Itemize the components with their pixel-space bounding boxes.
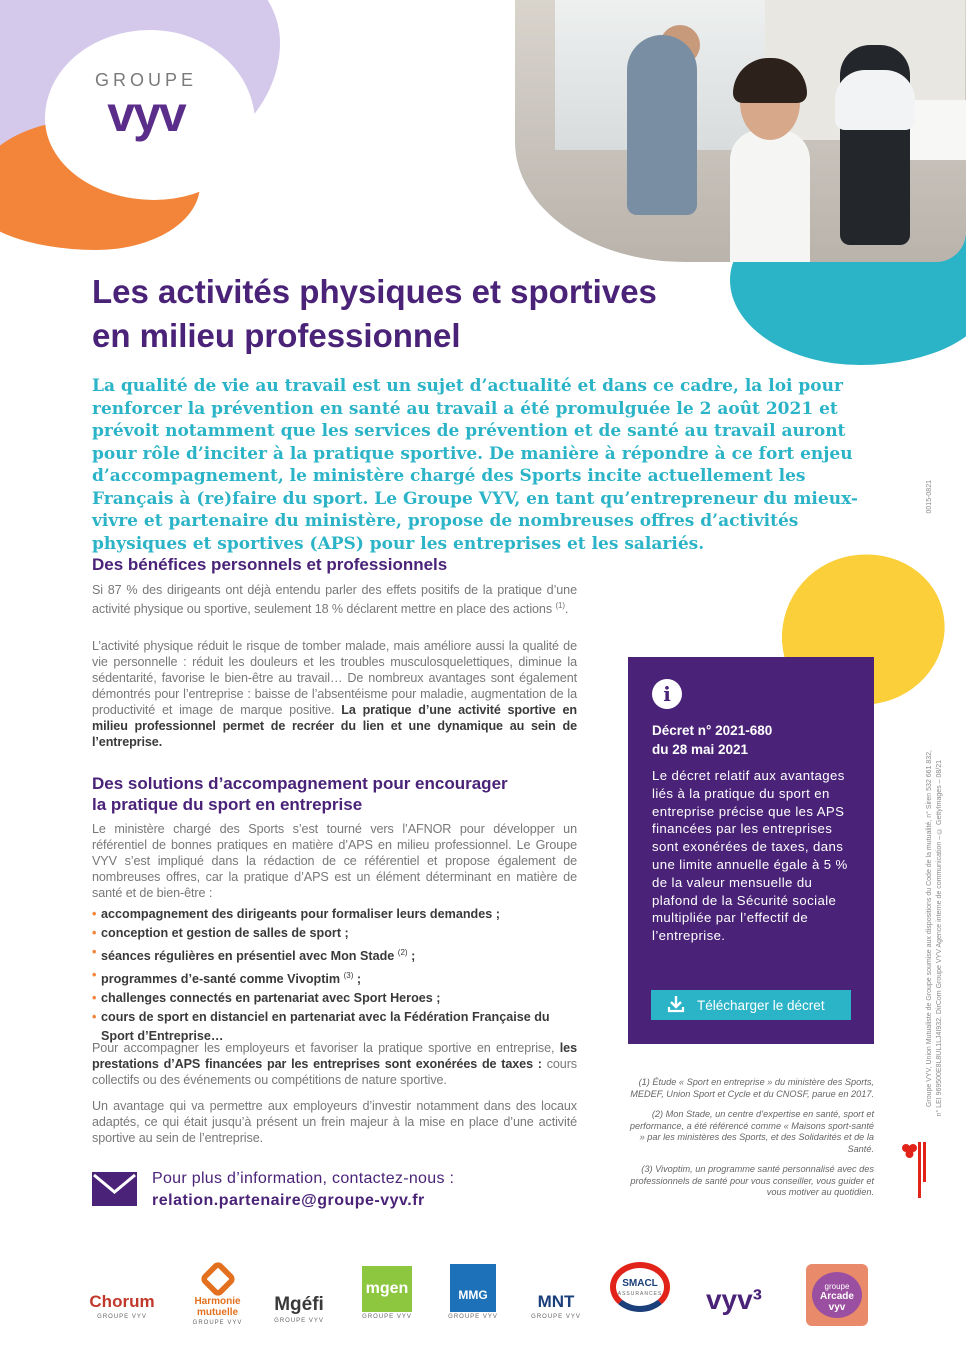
smacl-icon: SMACL ASSURANCES bbox=[610, 1262, 670, 1312]
brand-logo-smacl bbox=[606, 1262, 674, 1334]
section-heading-solutions: Des solutions d’accompagnement pour encourager la pratique du sport en entreprise bbox=[92, 774, 508, 814]
legal-mention: Groupe VYV, Union Mutualiste de Groupe soumise aux dispositions du Code de la mutualité, n° Siren 532 661 832, bbox=[926, 750, 933, 1108]
hero-photo-office-stretching bbox=[515, 0, 966, 262]
offers-list bbox=[92, 905, 577, 1046]
brand-logo-chorum: Chorum GROUPE VYV bbox=[89, 1292, 155, 1320]
logo-vyv-text: vyv bbox=[107, 86, 185, 142]
download-icon bbox=[667, 995, 685, 1016]
title-line-1: Les activités physiques et sportives bbox=[92, 273, 657, 310]
brand-logo-mgen: mgen GROUPE VYV bbox=[357, 1262, 417, 1334]
solutions-paragraph: Le ministère chargé des Sports s’est tourné vers l’AFNOR pour développer un référentiel de bonnes pratiques en matière d’APS en milieu professionnel. Le Groupe VYV s’est impliqué dans la rédaction de ce référentiel et propose également de nombreuses offres, car la pratique d’APS est un élément déterminant en matière de santé et de bien-être : bbox=[92, 822, 577, 900]
list-item: • accompagnement des dirigeants pour formaliser leurs demandes ; bbox=[92, 905, 577, 924]
decree-info-box bbox=[628, 657, 874, 1044]
brand-logo-harmonie: Harmonie mutuelle GROUPE VYV bbox=[180, 1262, 255, 1334]
legal-mention-2: n° LEI 969500E8L8UL1LJ4I932. DirCom Groupe VYV Agence interne de communication – © GettyImages – 08/21 bbox=[936, 760, 943, 1117]
contact-label: Pour plus d’information, contactez-nous : bbox=[152, 1170, 455, 1187]
contact-email-link[interactable]: relation.partenaire@groupe-vyv.fr bbox=[152, 1192, 425, 1209]
logo-groupe-text: GROUPE bbox=[94, 70, 197, 90]
info-icon: i bbox=[652, 679, 682, 709]
brand-logo-arcade: groupe Arcade vyv bbox=[797, 1262, 877, 1334]
benefits-paragraph-1: Si 87 % des dirigeants ont déjà entendu parler des effets positifs de la pratique d’une activité physique ou sportive, seulement 18 % déclarent mettre en place des actions $^{(1)}$. bbox=[92, 583, 577, 617]
download-button-label: Télécharger le décret bbox=[697, 997, 825, 1013]
decree-description: Le décret relatif aux avantages liés à la pratique du sport en entreprise précise que les APS financées par les entreprises sont exonérées de taxes, dans une limite annuelle égale à 5 % de la valeur mensuelle du plafond de la Sécurité sociale multipliée par l’effectif de l’entreprise. bbox=[652, 768, 848, 944]
page-title bbox=[92, 270, 732, 358]
brand-logo-mmg: MMG GROUPE VYV bbox=[445, 1262, 501, 1334]
contact-block bbox=[152, 1168, 454, 1212]
download-decree-button[interactable] bbox=[651, 990, 851, 1020]
brand-logo-mgefi: Mgéfi GROUPE VYV bbox=[274, 1294, 324, 1324]
groupe-vyv-logo bbox=[86, 70, 206, 142]
title-line-2: en milieu professionnel bbox=[92, 317, 461, 354]
footnote: (3) Vivoptim, un programme santé personnalisé avec des professionnels de santé pour vous conseiller, vous guider et vous motiver au quotidien. bbox=[630, 1164, 874, 1197]
harmonie-icon bbox=[198, 1260, 236, 1298]
brand-logos-row bbox=[82, 1262, 882, 1342]
list-item: • programmes d’e-santé comme Vivoptim $^{(3)}$ ; bbox=[92, 966, 577, 989]
exemption-paragraph: Pour accompagner les employeurs et favoriser la pratique sportive en entreprise, les prestations d’APS financées par les entreprises sont exonérées de taxes : cours collectifs ou des événements ou compétitions de nature sportive. bbox=[92, 1041, 577, 1087]
brand-logo-mnt: MNT GROUPE VYV bbox=[531, 1292, 581, 1320]
document-code: 0015-0821 bbox=[926, 480, 933, 514]
list-item: • cours de sport en distanciel en partenariat avec la Fédération Française du Sport d’Entreprise… bbox=[92, 1008, 577, 1046]
advantage-paragraph: Un avantage qui va permettre aux employeurs d’investir notamment dans des locaux adaptés, ce qui était jusqu’à présent un frein majeur à la mise en place d’une activité sportive au sein de l’entreprise. bbox=[92, 1099, 577, 1145]
footnotes bbox=[628, 1077, 874, 1208]
mutualite-francaise-logo bbox=[898, 1140, 928, 1202]
envelope-icon bbox=[92, 1172, 137, 1206]
footnote: (1) Étude « Sport en entreprise » du ministère des Sports, MEDEF, Union Sport et Cycle et du CNOSF, parue en 2017. bbox=[630, 1077, 874, 1099]
brand-logo-vyv3: vyv³ bbox=[705, 1284, 763, 1315]
list-item: • conception et gestion de salles de sport ; bbox=[92, 924, 577, 943]
benefits-paragraph-2: L’activité physique réduit le risque de tomber malade, mais améliore aussi la qualité de vie personnelle : réduit les douleurs et les troubles musculosquelettiques, diminue la sédentarité, favorise le bien-être au travail… De nombreux avantages sont également démontrés pour l’entreprise : baisse de l’absentéisme pour maladie, augmentation de la productivité et image de marque positive. La pratique d’une activité sportive en milieu professionnel permet de recréer du lien et une dynamique au sein de l’entreprise. bbox=[92, 639, 577, 749]
decree-title: Décret n° 2021-680 du 28 mai 2021 bbox=[652, 723, 773, 757]
list-item: • challenges connectés en partenariat avec Sport Heroes ; bbox=[92, 989, 577, 1008]
intro-paragraph: La qualité de vie au travail est un sujet d’actualité et dans ce cadre, la loi pour renforcer la prévention en santé au travail a été promulguée le 2 août 2021 et prévoit notamment que les services de prévention et de santé au travail auront pour rôle d’inciter à la pratique sportive. De manière à répondre à ce fort enjeu d’accompagnement, le ministère chargé des Sports incite actuellement les Français à (re)faire du sport. Le Groupe VYV, en tant qu’entrepreneur du mieux-vivre et partenaire du ministère, propose de nombreuses offres d’activités physiques et sportives (APS) pour les entreprises et les salariés. bbox=[92, 376, 858, 554]
list-item: • séances régulières en présentiel avec Mon Stade $^{(2)}$ ; bbox=[92, 943, 577, 966]
section-heading-benefits: Des bénéfices personnels et professionnels bbox=[92, 555, 448, 574]
footnote: (2) Mon Stade, un centre d’expertise en santé, sport et performance, a été référencé comme « Maisons sport-santé » par les ministères des Sports, et des Solidarités et de la Santé. bbox=[629, 1109, 874, 1154]
